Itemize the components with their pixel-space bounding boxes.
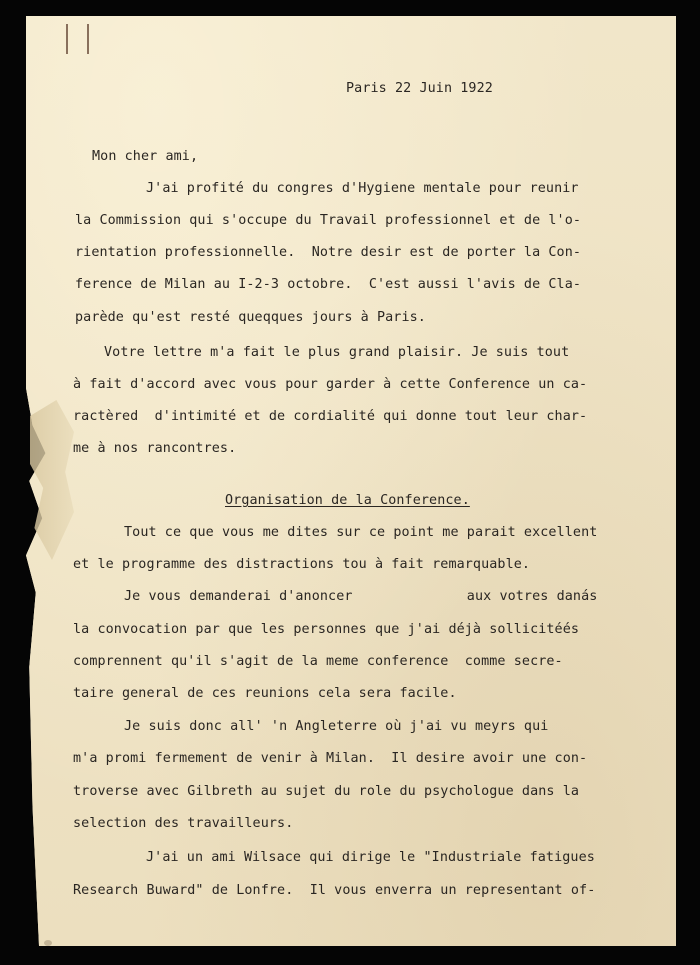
text-line: Je suis donc all' 'n Angleterre où j'ai vu meyrs qui	[124, 719, 549, 734]
text-line: Je vous demanderai d'anoncer aux votres danás	[124, 589, 598, 604]
date-line: Paris 22 Juin 1922	[346, 81, 493, 96]
text-line: la Commission qui s'occupe du Travail professionnel et de l'o-	[75, 213, 582, 228]
text-line: me à nos rancontres.	[73, 441, 237, 456]
text-line: Tout ce que vous me dites sur ce point me parait excellent	[124, 525, 598, 540]
text-line: troverse avec Gilbreth au sujet du role du psychologue dans la	[73, 784, 580, 799]
text-line: Research Buward" de Lonfre. Il vous enverra un representant of-	[73, 883, 596, 898]
text-line: taire general de ces reunions cela sera facile.	[73, 686, 457, 701]
salutation: Mon cher ami,	[92, 149, 199, 164]
text-line: J'ai profité du congres d'Hygiene mentale pour reunir	[146, 181, 579, 196]
text-line: Votre lettre m'a fait le plus grand plaisir. Je suis tout	[104, 345, 570, 360]
text-line: J'ai un ami Wilsace qui dirige le "Industriale fatigues	[146, 850, 595, 865]
text-line: parède qu'est resté queqques jours à Paris.	[75, 310, 426, 325]
text-line: à fait d'accord avec vous pour garder à cette Conference un ca-	[73, 377, 588, 392]
section-heading: Organisation de la Conference.	[225, 493, 470, 508]
text-line: ractèred d'intimité et de cordialité qui donne tout leur char-	[73, 409, 588, 424]
text-line: rientation professionnelle. Notre desir est de porter la Con-	[75, 245, 582, 260]
text-line: comprennent qu'il s'agit de la meme conference comme secre-	[73, 654, 563, 669]
text-line: selection des travailleurs.	[73, 816, 294, 831]
text-line: ference de Milan au I-2-3 octobre. C'est aussi l'avis de Cla-	[75, 277, 582, 292]
text-line: et le programme des distractions tou à fait remarquable.	[73, 557, 531, 572]
text-line: la convocation par que les personnes que j'ai déjà sollicitéés	[73, 622, 580, 637]
text-line: m'a promi fermement de venir à Milan. Il desire avoir une con-	[73, 751, 588, 766]
